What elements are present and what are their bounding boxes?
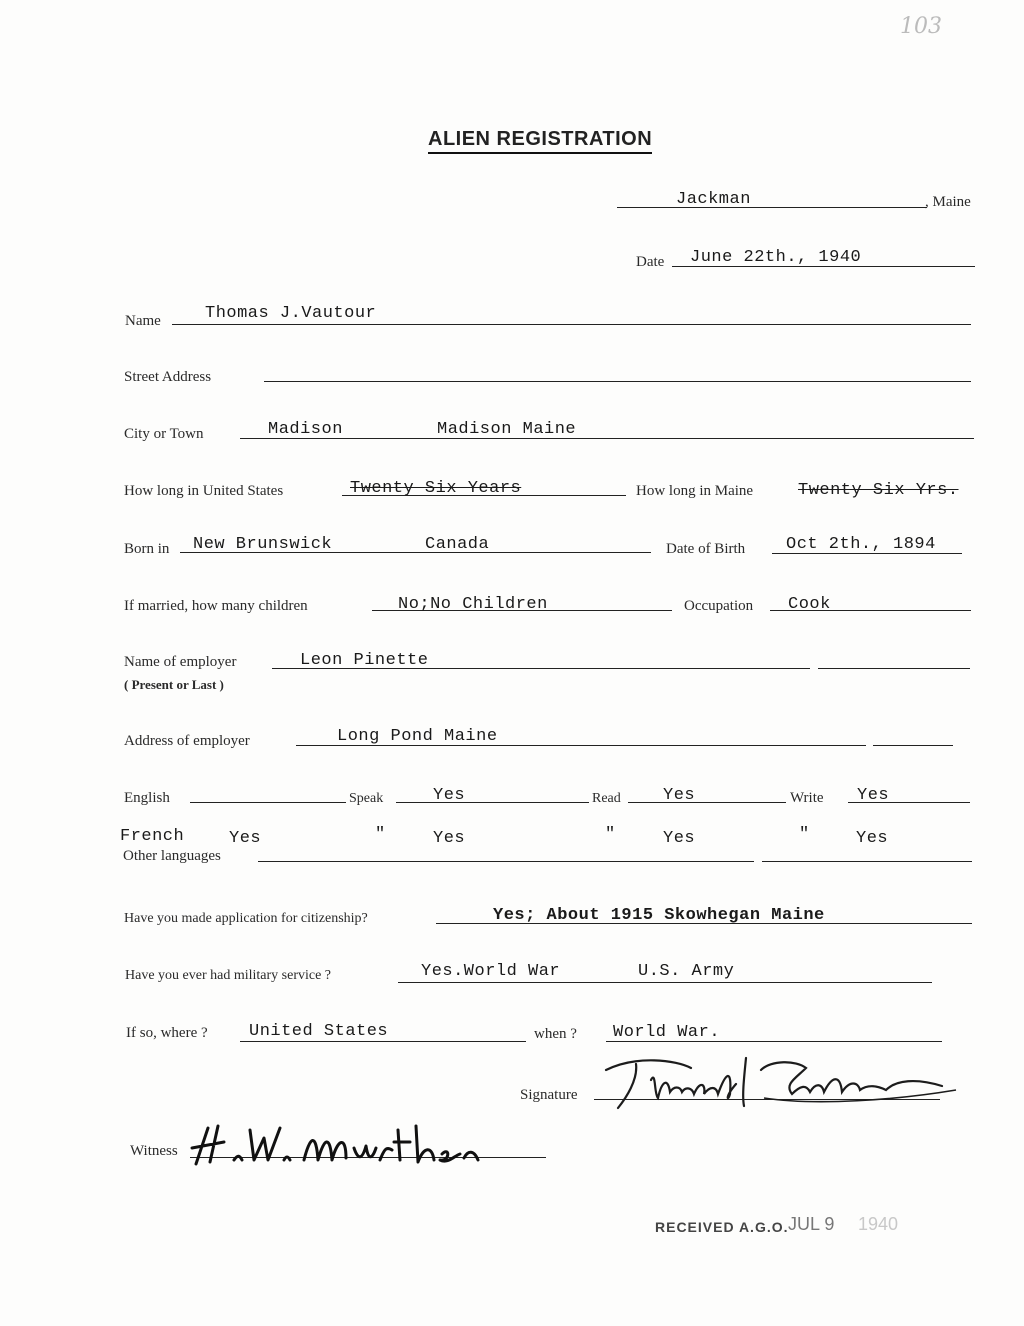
french-read-value: Yes xyxy=(663,829,696,848)
when-label: when ? xyxy=(534,1026,577,1042)
city-label: City or Town xyxy=(124,426,204,442)
other-languages-line-2 xyxy=(762,861,972,862)
dob-label: Date of Birth xyxy=(666,541,746,557)
received-stamp: RECEIVED A.G.O. xyxy=(655,1219,789,1235)
maine-time-label: How long in Maine xyxy=(636,483,754,499)
citizenship-label: Have you made application for citizenship? xyxy=(124,911,368,926)
employer-label: Name of employer xyxy=(124,654,237,670)
city-rest-value: Madison Maine xyxy=(437,420,577,439)
children-label: If married, how many children xyxy=(124,598,308,614)
other-languages-line xyxy=(258,861,754,862)
read-line xyxy=(628,802,786,803)
name-line xyxy=(172,324,971,325)
location-value: Jackman xyxy=(676,190,751,209)
name-label: Name xyxy=(125,313,161,329)
city-value: Madison xyxy=(268,420,343,439)
english-label: English xyxy=(124,790,170,806)
french-write-value: Yes xyxy=(856,829,889,848)
citizenship-value: Yes; About 1915 Skowhegan Maine xyxy=(493,906,825,925)
speak-label: Speak xyxy=(349,791,384,806)
military-service-value: Yes.World War xyxy=(421,962,561,981)
french-ditto-2: " xyxy=(605,825,616,844)
occupation-label: Occupation xyxy=(684,598,754,614)
military-line xyxy=(398,982,932,983)
where-line xyxy=(240,1041,526,1042)
signature-label: Signature xyxy=(520,1087,578,1103)
military-branch-value: U.S. Army xyxy=(638,962,735,981)
when-value: World War. xyxy=(613,1023,721,1042)
street-line xyxy=(264,381,971,382)
english-write-value: Yes xyxy=(857,786,890,805)
born-country-value: Canada xyxy=(425,535,490,554)
french-speak-value: Yes xyxy=(433,829,466,848)
dob-value: Oct 2th., 1894 xyxy=(786,535,936,554)
occupation-value: Cook xyxy=(788,595,831,614)
location-line xyxy=(617,207,927,208)
employer-address-value: Long Pond Maine xyxy=(337,727,498,746)
employer-sublabel: ( Present or Last ) xyxy=(124,677,224,692)
employer-address-label: Address of employer xyxy=(124,733,250,749)
french-ditto-3: " xyxy=(799,825,810,844)
french-label: French xyxy=(120,827,185,846)
english-read-value: Yes xyxy=(663,786,696,805)
other-languages-label: Other languages xyxy=(123,848,221,864)
witness-signature-mark xyxy=(188,1120,488,1170)
employer-line-2 xyxy=(818,668,970,669)
received-stamp-year: 1940 xyxy=(858,1214,899,1234)
where-label: If so, where ? xyxy=(126,1025,208,1041)
location-suffix: , Maine xyxy=(925,194,971,210)
us-time-label: How long in United States xyxy=(124,483,284,499)
received-stamp-date: JUL 9 xyxy=(788,1214,835,1234)
street-label: Street Address xyxy=(124,369,212,385)
witness-label: Witness xyxy=(130,1143,178,1159)
us-time-value: Twenty Six Years xyxy=(350,479,522,498)
french-ditto-1: " xyxy=(375,825,386,844)
read-label: Read xyxy=(592,791,621,806)
employer-value: Leon Pinette xyxy=(300,651,429,670)
employer-address-line-2 xyxy=(873,745,953,746)
maine-time-value: Twenty Six Yrs. xyxy=(798,481,959,500)
english-speak-value: Yes xyxy=(433,786,466,805)
born-place-value: New Brunswick xyxy=(193,535,333,554)
english-line xyxy=(190,802,346,803)
city-line xyxy=(240,438,974,439)
children-value: No;No Children xyxy=(398,595,548,614)
pencil-page-number: 103 xyxy=(900,14,942,39)
french-value: Yes xyxy=(229,829,262,848)
military-label: Have you ever had military service ? xyxy=(125,968,332,983)
signature-mark xyxy=(596,1050,976,1120)
write-label: Write xyxy=(790,790,824,806)
form-title: ALIEN REGISTRATION xyxy=(428,128,652,154)
date-value: June 22th., 1940 xyxy=(690,248,862,267)
born-label: Born in xyxy=(124,541,170,557)
date-label: Date xyxy=(636,254,665,270)
where-value: United States xyxy=(249,1022,389,1041)
speak-line xyxy=(396,802,589,803)
name-value: Thomas J.Vautour xyxy=(205,304,377,323)
